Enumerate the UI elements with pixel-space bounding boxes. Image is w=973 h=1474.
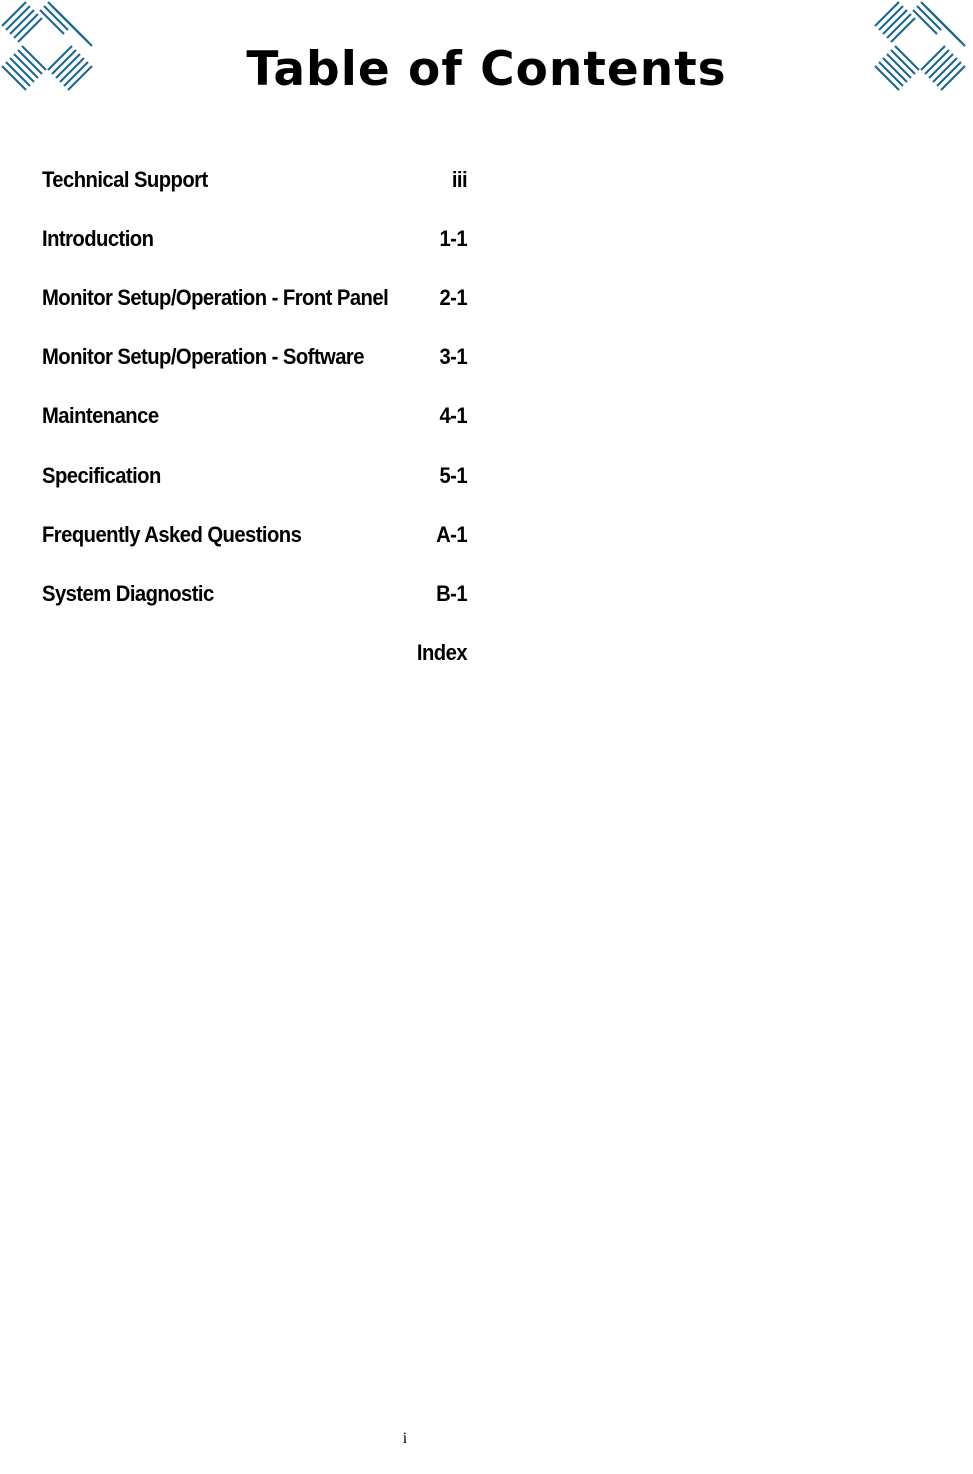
toc-entry-page: A-1 bbox=[436, 521, 468, 547]
toc-entry-page: 2-1 bbox=[439, 284, 468, 310]
toc-entry-introduction[interactable] bbox=[42, 209, 467, 268]
toc-entry-maintenance[interactable] bbox=[42, 387, 467, 446]
toc-entry-monitor-setup-front-panel[interactable] bbox=[42, 268, 467, 327]
toc-entry-page: iii bbox=[451, 166, 468, 192]
toc-entry-page: 1-1 bbox=[439, 225, 468, 251]
toc-entry-system-diagnostic[interactable] bbox=[42, 564, 467, 623]
toc-entry-label: Monitor Setup/Operation - Software bbox=[42, 344, 364, 370]
toc-entry-specification[interactable] bbox=[42, 446, 467, 505]
page-number: i bbox=[402, 1430, 408, 1447]
toc-entry-monitor-setup-software[interactable] bbox=[42, 328, 467, 387]
toc-entry-page: 4-1 bbox=[439, 403, 468, 429]
toc-entry-page: 5-1 bbox=[439, 462, 468, 488]
toc-entry-label: System Diagnostic bbox=[42, 580, 214, 606]
toc-entry-index[interactable] bbox=[42, 624, 467, 683]
page-title: Table of Contents bbox=[246, 42, 727, 97]
toc-entry-page: Index bbox=[416, 640, 468, 666]
toc-entry-technical-support[interactable] bbox=[42, 150, 467, 209]
toc-entry-label: Introduction bbox=[42, 225, 154, 251]
toc-entry-page: B-1 bbox=[436, 580, 468, 606]
toc-entry-label: Monitor Setup/Operation - Front Panel bbox=[42, 284, 389, 310]
toc-entry-label: Specification bbox=[42, 462, 161, 488]
table-of-contents bbox=[42, 150, 467, 683]
toc-entry-label: Technical Support bbox=[42, 166, 208, 192]
toc-entry-faq[interactable] bbox=[42, 505, 467, 564]
toc-entry-page: 3-1 bbox=[439, 344, 468, 370]
toc-entry-label: Maintenance bbox=[42, 403, 159, 429]
toc-entry-label: Frequently Asked Questions bbox=[42, 521, 302, 547]
